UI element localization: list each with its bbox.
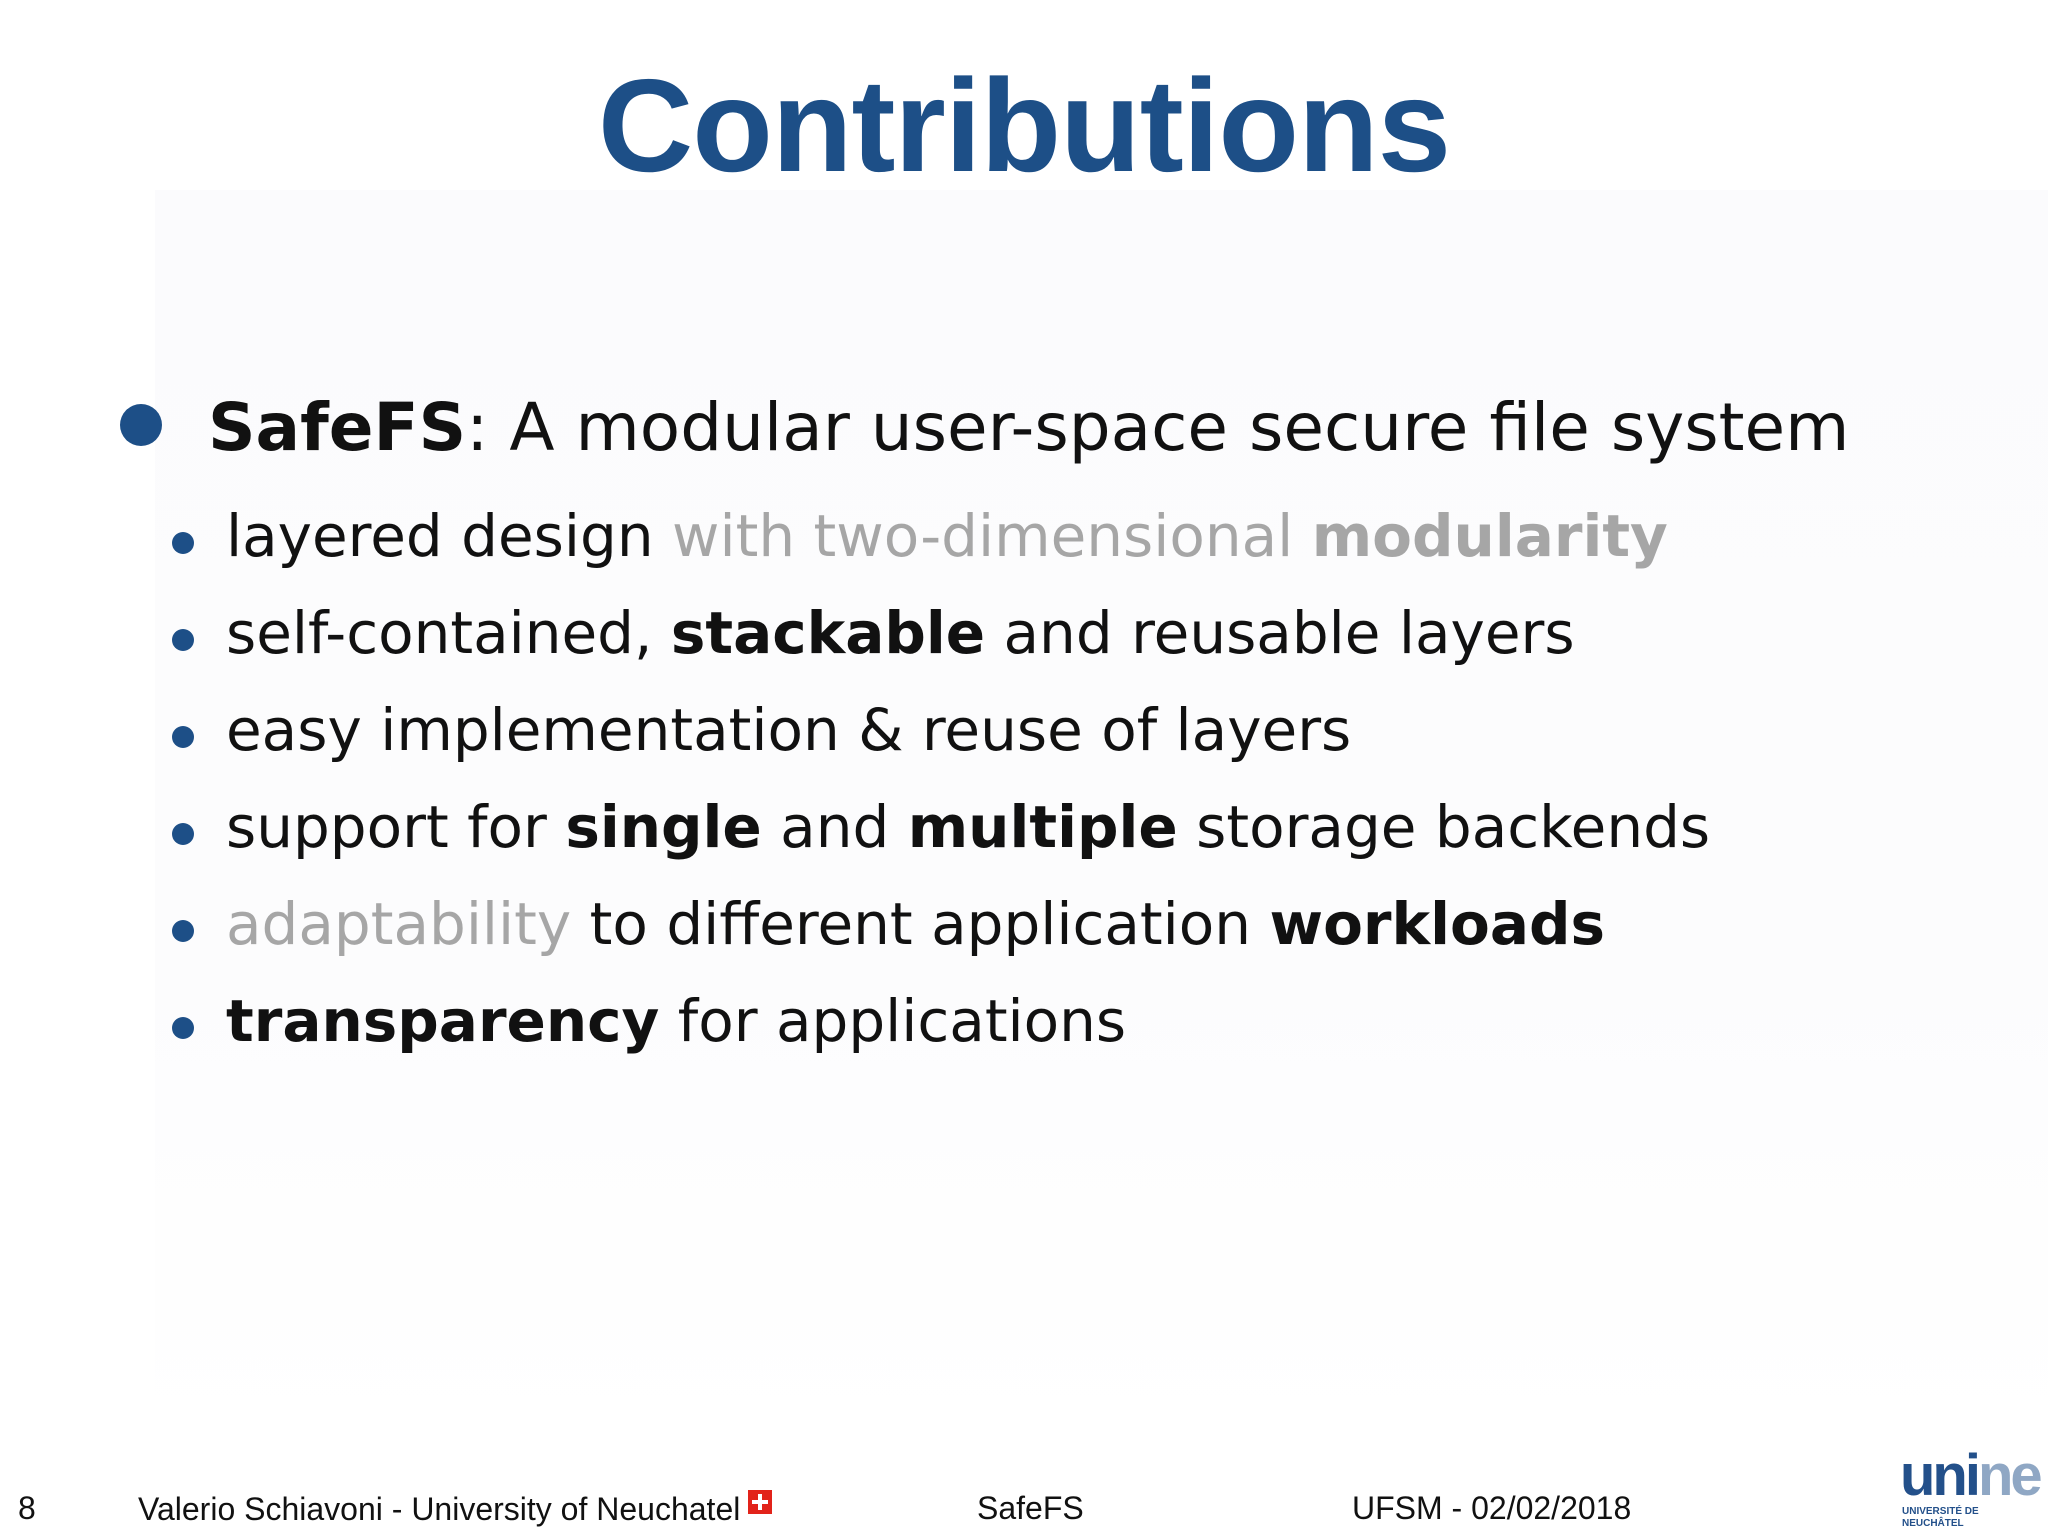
sub-bullet-easy-implementation bbox=[172, 696, 2032, 764]
logo-wordmark-dark: uni bbox=[1900, 1443, 1978, 1508]
text-segment: easy implementation & reuse of layers bbox=[226, 696, 1352, 764]
sub-bullet-text bbox=[226, 793, 1711, 861]
text-segment-bold: single bbox=[565, 793, 762, 861]
text-segment: for applications bbox=[659, 987, 1127, 1055]
bullet-dot-icon bbox=[172, 726, 194, 748]
text-segment: storage backends bbox=[1177, 793, 1711, 861]
text-segment: support for bbox=[226, 793, 566, 861]
footer-project: SafeFS bbox=[977, 1490, 1084, 1526]
bullet-dot-icon bbox=[172, 532, 194, 554]
text-segment: layered design bbox=[226, 502, 654, 570]
sub-bullet-text bbox=[226, 696, 1352, 764]
bullet-dot-icon bbox=[172, 920, 194, 942]
text-segment-gray: adaptability bbox=[226, 890, 572, 958]
text-segment-bold: multiple bbox=[907, 793, 1178, 861]
logo-subtitle-line2: NEUCHÂTEL bbox=[1902, 1518, 1964, 1529]
slide-title: Contributions bbox=[597, 52, 1451, 199]
sub-bullet-layered-design bbox=[172, 502, 2032, 570]
footer-page-number: 8 bbox=[18, 1490, 36, 1526]
text-segment-bold: workloads bbox=[1269, 890, 1605, 958]
logo-wordmark bbox=[1900, 1443, 2040, 1508]
main-bullet-safefs bbox=[120, 389, 2000, 466]
swiss-flag-icon bbox=[748, 1490, 772, 1514]
text-segment-bold: stackable bbox=[670, 599, 986, 667]
text-segment-gray: with two-dimensional bbox=[653, 502, 1312, 570]
text-segment: self-contained, bbox=[226, 599, 671, 667]
bullet-dot-icon bbox=[120, 404, 162, 446]
logo-subtitle-line1: UNIVERSITÉ DE bbox=[1902, 1506, 1979, 1517]
sub-bullet-text bbox=[226, 890, 1605, 958]
footer-event: UFSM - 02/02/2018 bbox=[1352, 1490, 1632, 1526]
sub-bullet-transparency bbox=[172, 987, 2032, 1055]
unine-logo bbox=[1900, 1443, 2040, 1532]
main-bullet-rest: : A modular user-space secure file system bbox=[466, 389, 1850, 466]
footer-author-text: Valerio Schiavoni - University of Neuchatel bbox=[138, 1491, 741, 1527]
bullet-dot-icon bbox=[172, 823, 194, 845]
text-segment-bold: transparency bbox=[226, 987, 660, 1055]
bullet-dot-icon bbox=[172, 1017, 194, 1039]
text-segment-gray-bold: modularity bbox=[1311, 502, 1668, 570]
text-segment: to different application bbox=[571, 890, 1270, 958]
sub-bullet-text bbox=[226, 987, 1127, 1055]
sub-bullet-storage-backends bbox=[172, 793, 2032, 861]
footer-author bbox=[138, 1490, 772, 1526]
logo-wordmark-light: ne bbox=[1977, 1443, 2040, 1508]
sub-bullet-text bbox=[226, 599, 1575, 667]
sub-bullet-adaptability bbox=[172, 890, 2032, 958]
sub-bullet-text bbox=[226, 502, 1668, 570]
bullet-dot-icon bbox=[172, 629, 194, 651]
text-segment: and reusable layers bbox=[985, 599, 1575, 667]
main-bullet-lead: SafeFS bbox=[208, 389, 467, 466]
sub-bullet-stackable-layers bbox=[172, 599, 2032, 667]
text-segment: and bbox=[761, 793, 908, 861]
main-bullet-text bbox=[208, 389, 1850, 466]
